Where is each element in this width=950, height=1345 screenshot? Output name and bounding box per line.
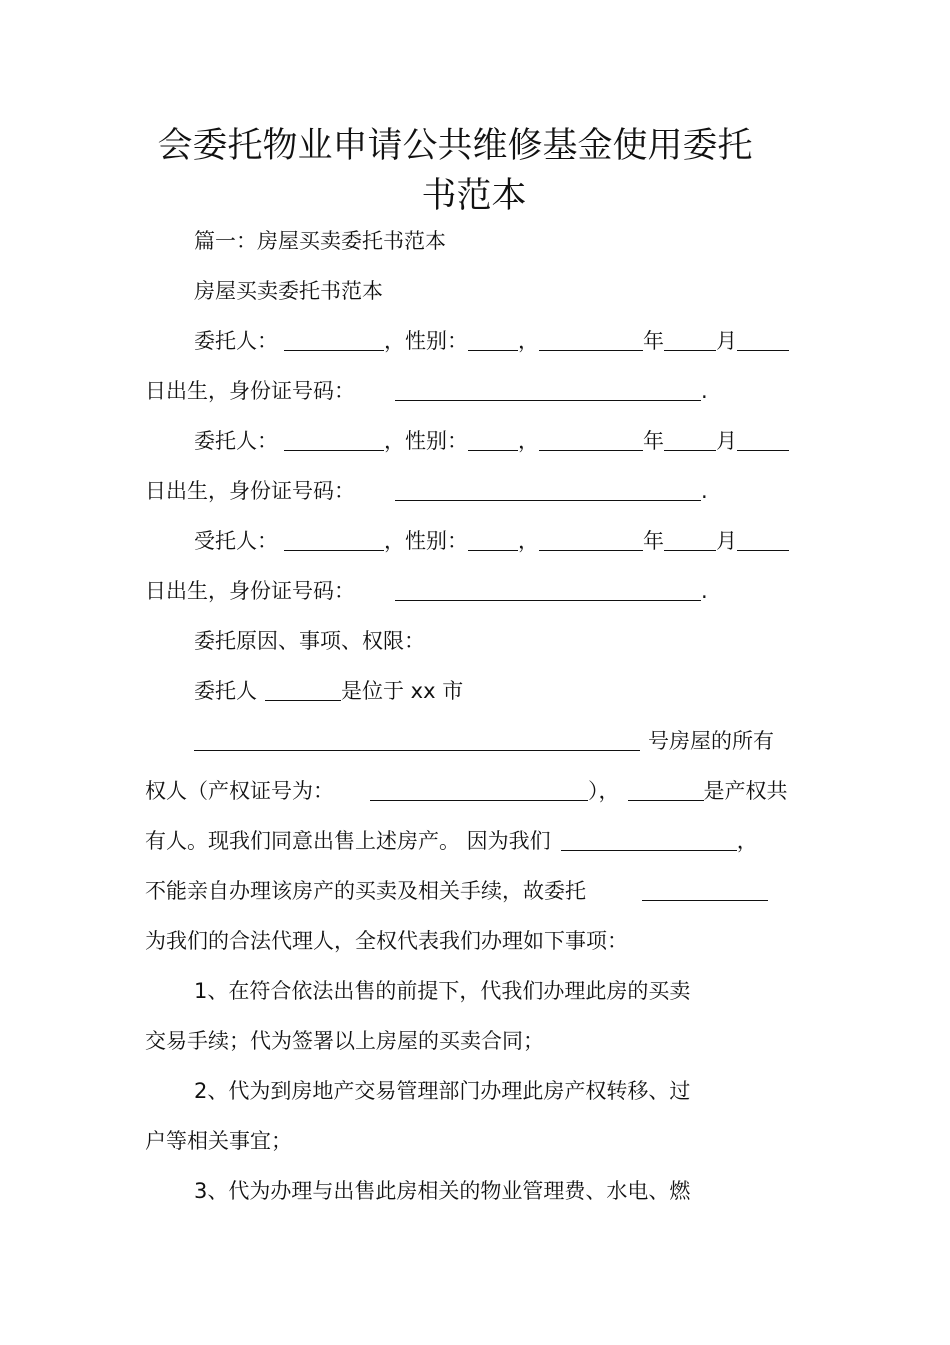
year-label: 年 (643, 529, 664, 553)
coowner-label: 是产权共 (703, 779, 788, 803)
comma: ， (518, 429, 539, 453)
id-number-blank (395, 379, 701, 401)
house-address-line (194, 726, 774, 756)
cannot-text: 不能亲自办理该房产的买卖及相关手续，故委托 (145, 879, 586, 903)
year-label: 年 (643, 329, 664, 353)
year-blank (539, 329, 643, 351)
sale-statement: 有人。现我们同意出售上述房产。 因为我们 (145, 829, 551, 853)
year-label: 年 (643, 429, 664, 453)
year-blank (539, 529, 643, 551)
principal-1-row (194, 326, 789, 356)
location-text: 是位于 xx 市 (341, 679, 464, 703)
agent-id-row (145, 576, 708, 606)
gender-label: ，性别： (384, 429, 468, 453)
ownership-line (145, 776, 788, 806)
agent-row (194, 526, 789, 556)
period: . (701, 479, 708, 503)
coowner-line (145, 826, 758, 856)
item-2-line-1: 2、代为到房地产交易管理部门办理此房产权转移、过 (194, 1079, 691, 1103)
document-title-line-2: 书范本 (421, 176, 527, 216)
day-blank (737, 529, 789, 551)
period: . (701, 379, 708, 403)
born-id-label: 日出生，身份证号码： (145, 379, 355, 403)
comma: ， (518, 329, 539, 353)
item-3-line-1: 3、代为办理与出售此房相关的物业管理费、水电、燃 (194, 1179, 691, 1203)
comma: ， (518, 529, 539, 553)
item-1-line-2: 交易手续；代为签署以上房屋的买卖合同； (145, 1029, 544, 1053)
coowner-name-blank (628, 779, 704, 801)
owner-line (194, 676, 463, 706)
name-blank (284, 329, 384, 351)
role-label: 受托人： (194, 529, 278, 553)
agent-name-blank (642, 879, 768, 901)
principal-2-id-row (145, 476, 708, 506)
certificate-number-blank (370, 779, 588, 801)
month-label: 月 (716, 329, 737, 353)
reasons-heading: 委托原因、事项、权限： (194, 629, 425, 653)
agent-line: 为我们的合法代理人，全权代表我们办理如下事项： (145, 929, 628, 953)
period: . (701, 579, 708, 603)
certificate-label: 权人（产权证号为： (145, 779, 334, 803)
comma: ， (736, 829, 758, 853)
id-number-blank (395, 579, 701, 601)
address-blank (194, 729, 640, 751)
principal-1-id-row (145, 376, 708, 406)
section-heading: 房屋买卖委托书范本 (194, 279, 383, 303)
role-label: 委托人： (194, 329, 278, 353)
day-blank (737, 329, 789, 351)
month-label: 月 (716, 429, 737, 453)
day-blank (737, 429, 789, 451)
month-blank (664, 529, 716, 551)
month-label: 月 (716, 529, 737, 553)
id-number-blank (395, 479, 701, 501)
house-suffix: 号房屋的所有 (648, 729, 774, 753)
document-title-line-1: 会委托物业申请公共维修基金使用委托 (157, 126, 753, 166)
month-blank (664, 429, 716, 451)
gender-label: ，性别： (384, 329, 468, 353)
item-1-line-1: 1、在符合依法出售的前提下，代我们办理此房的买卖 (194, 979, 691, 1003)
gender-blank (468, 529, 518, 551)
role-label: 委托人： (194, 429, 278, 453)
born-id-label: 日出生，身份证号码： (145, 579, 355, 603)
name-blank (284, 529, 384, 551)
close-paren: ）， (588, 779, 620, 803)
gender-blank (468, 329, 518, 351)
reason-blank (561, 829, 737, 851)
name-blank (284, 429, 384, 451)
item-2-line-2: 户等相关事宜； (145, 1129, 292, 1153)
cannot-line (145, 876, 768, 906)
principal-2-row (194, 426, 789, 456)
gender-blank (468, 429, 518, 451)
gender-label: ，性别： (384, 529, 468, 553)
month-blank (664, 329, 716, 351)
born-id-label: 日出生，身份证号码： (145, 479, 355, 503)
owner-label: 委托人 (194, 679, 257, 703)
owner-name-blank (265, 679, 341, 701)
year-blank (539, 429, 643, 451)
chapter-heading: 篇一：房屋买卖委托书范本 (194, 229, 446, 253)
